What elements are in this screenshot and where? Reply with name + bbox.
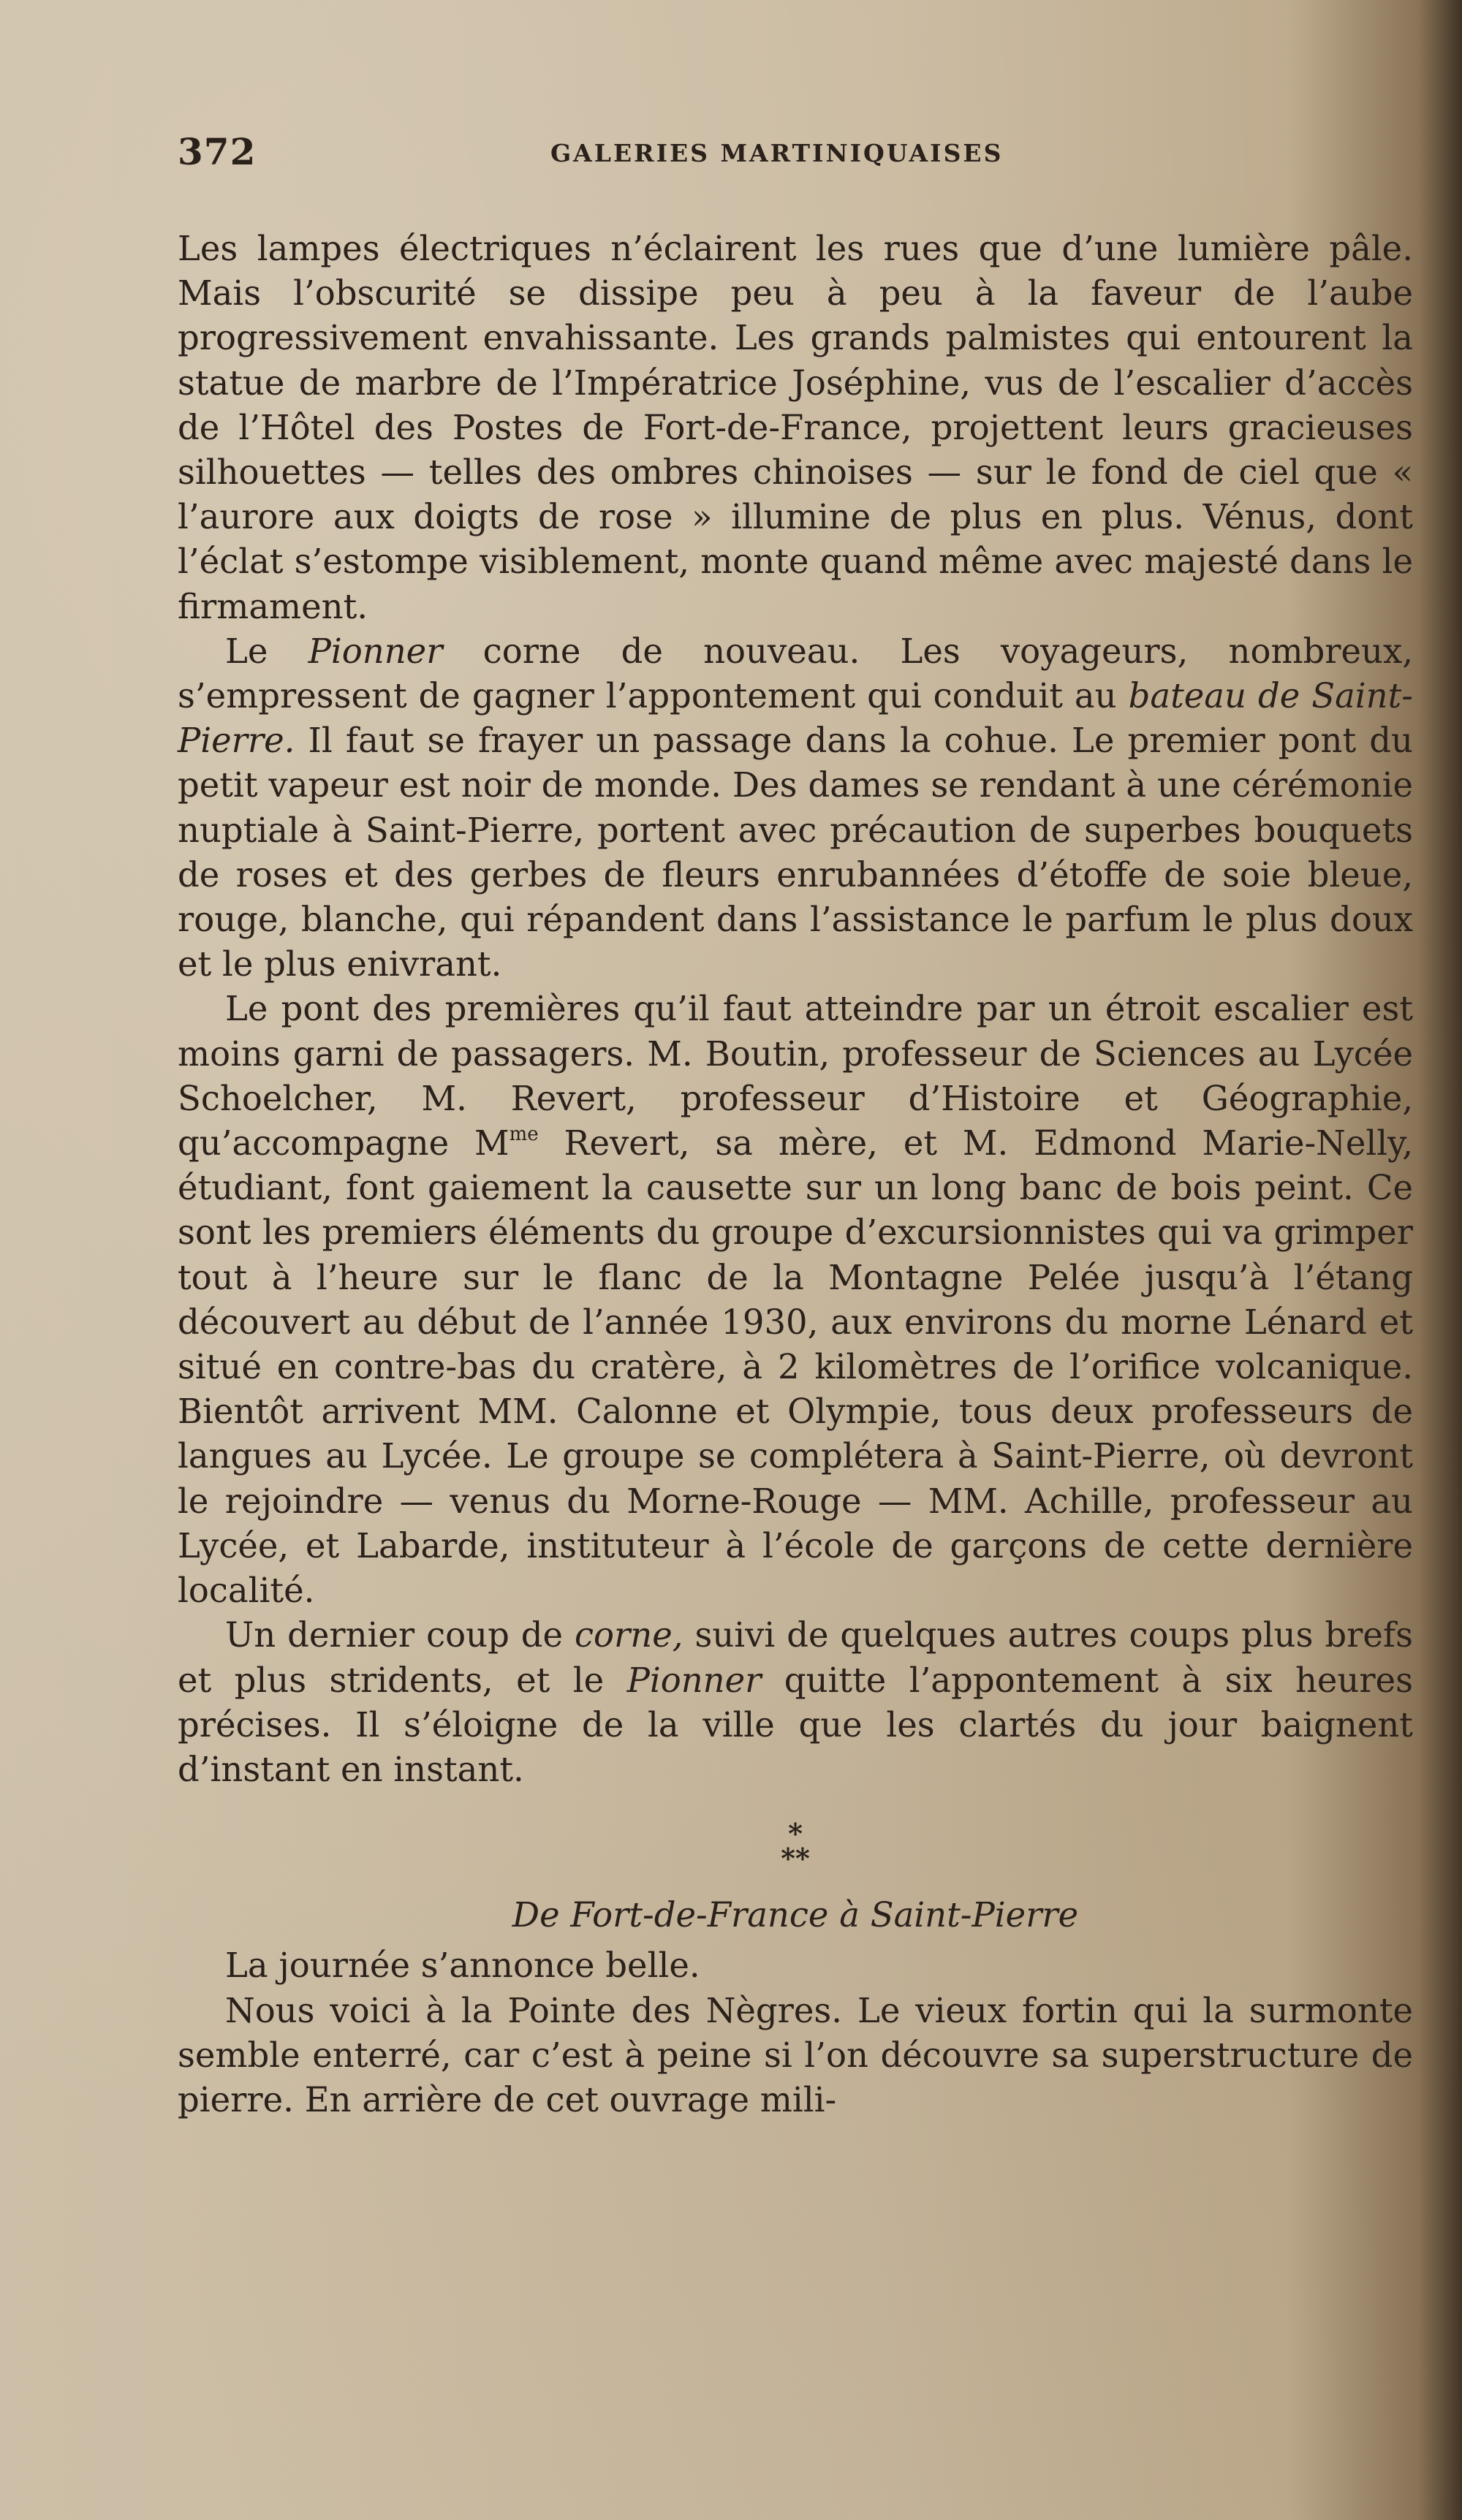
boat-destination: bateau de Saint-Pierre. — [178, 676, 1414, 761]
page-header — [178, 130, 1420, 181]
asterism-bottom: ** — [781, 1842, 810, 1875]
running-title: GALERIES MARTINIQUAISES — [550, 139, 1004, 167]
paragraph-2-part-c: corne de nouveau. Les voyageurs, nombreux, s’empressent de gagner l’appontement qui conduit au — [178, 631, 1413, 716]
madame-superscript: me — [509, 1123, 539, 1146]
paragraph-2-part-e: Il faut se frayer un passage dans la cohue. Le premier pont du petit vapeur est noir de monde. Des dames se rendant à une cérémonie nuptiale à Saint-Pierre, portent avec précaution de superbes bouquets de roses et des gerbes de fleurs enrubannées d’étoffe de soie bleue, rouge, blanche, qui répandent dans l’assistance le parfum le plus doux et le plus enivrant. — [178, 721, 1413, 984]
paragraph-2-part-a: Le — [225, 631, 308, 671]
body-text — [178, 227, 1413, 2122]
paragraph-4-part-e: quitte l’appontement à six heures précises. Il s’éloigne de la ville que les clartés du jour baignent d’instant en instant. — [178, 1660, 1413, 1789]
section-paragraph-2: Nous voici à la Pointe des Nègres. Le vieux fortin qui la surmonte semble enterré, car c’est à peine si l’on découvre sa superstructure de pierre. En arrière de cet ouvrage mili- — [178, 1990, 1413, 2119]
asterism-top: * — [788, 1817, 803, 1851]
section-title: De Fort-de-France à Saint-Pierre — [512, 1895, 1079, 1935]
paragraph-3-part-b: Revert, sa mère, et M. Edmond Marie-Nelly, étudiant, font gaiement la causette sur un long banc de bois peint. Ce sont les premiers éléments du groupe d’excursionnistes qui va grimper tout à l’heure sur le flanc de la Montagne Pelée jusqu’à l’étang découvert au début de l’année 1930, aux environs du morne Lénard et situé en contre-bas du cratère, à 2 kilomètres de l’orifice volcanique. Bientôt arrivent MM. Calonne et Olympie, tous deux professeurs de langues au Lycée. Le groupe se complétera à Saint-Pierre, où devront le rejoindre — venus du Morne-Rouge — MM. Achille, professeur au Lycée, et Labarde, instituteur à l’école de garçons de cette dernière localité. — [178, 1123, 1413, 1611]
ship-name-2: Pionner — [626, 1660, 762, 1700]
paragraph-4 — [178, 1613, 1413, 1792]
page-number: 372 — [178, 130, 257, 173]
ship-name: Pionner — [308, 631, 443, 671]
paragraph-3 — [178, 987, 1413, 1613]
paragraph-4-part-a: Un dernier coup de — [225, 1615, 575, 1655]
paragraph-2 — [178, 629, 1413, 987]
paragraph-4-part-c: suivi de quelques autres coups plus brefs et plus stridents, et le — [178, 1615, 1413, 1700]
paragraph-3-part-a: Le pont des premières qu’il faut atteindre par un étroit escalier est moins garni de passagers. M. Boutin, professeur de Sciences au Lycée Schoelcher, M. Revert, professeur d’Histoire et Géographie, qu’accompagne M — [178, 989, 1413, 1164]
corne-word: corne, — [575, 1615, 683, 1655]
paragraph-1: Les lampes électriques n’éclairent les rues que d’une lumière pâle. Mais l’obscurité se dissipe peu à peu à la faveur de l’aube progressivement envahissante. Les grands palmistes qui entourent la statue de marbre de l’Impératrice Joséphine, vus de l’escalier d’accès de l’Hôtel des Postes de Fort-de-France, projettent leurs gracieuses silhouettes — telles des ombres chinoises — sur le fond de ciel que « l’aurore aux doigts de rose » illumine de plus en plus. Vénus, dont l’éclat s’estompe visiblement, monte quand même avec majesté dans le firmament. — [178, 229, 1413, 626]
asterism-separator — [178, 1817, 1413, 1875]
section-paragraph-1: La journée s’annonce belle. — [225, 1946, 700, 1986]
